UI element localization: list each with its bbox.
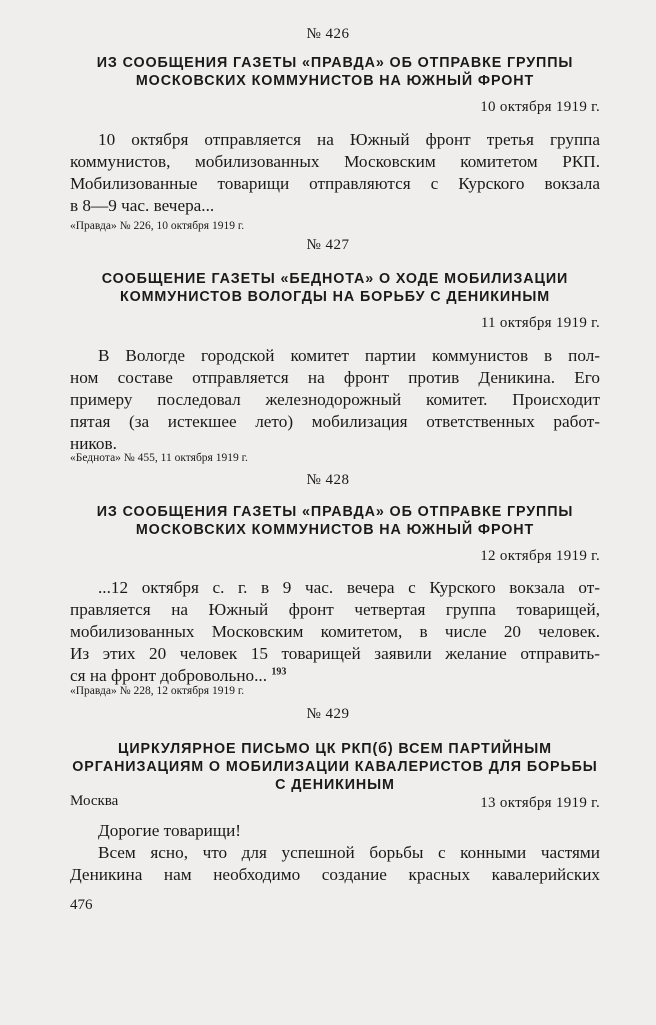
doc-427-title <box>70 270 600 306</box>
doc-426-date: 10 октября 1919 г. <box>480 99 600 115</box>
doc-428-source: «Правда» № 228, 12 октября 1919 г. <box>70 685 245 697</box>
doc-428-date: 12 октября 1919 г. <box>480 548 600 564</box>
doc-427-body-line: примеру последовал железнодорожный комитет. Происходит <box>70 390 600 409</box>
doc-428-title <box>70 503 600 539</box>
doc-427-body-line: ном составе отправляется на фронт против Деникина. Его <box>70 368 600 387</box>
doc-428-body-line: ся на фронт добровольно... <box>70 666 268 685</box>
doc-429-date: 13 октября 1919 г. <box>480 795 600 811</box>
doc-426-body-line: Мобилизованные товарищи отправляются с Курского вокзала <box>70 174 600 193</box>
doc-428-number: № 428 <box>306 472 350 488</box>
doc-428-body-line: Из этих 20 человек 15 товарищей заявили желание отправить- <box>70 644 600 663</box>
doc-427-body-line: ников. <box>70 434 117 453</box>
doc-428-body-line: правляется на Южный фронт четвертая группа товарищей, <box>70 600 600 619</box>
doc-429-number: № 429 <box>306 706 350 722</box>
footnote-ref: 193 <box>271 666 287 678</box>
doc-427-title-line: КОММУНИСТОВ ВОЛОГДЫ НА БОРЬБУ С ДЕНИКИНЫМ <box>119 289 551 305</box>
doc-426-source: «Правда» № 226, 10 октября 1919 г. <box>70 220 245 232</box>
doc-428-body-line: ...12 октября с. г. в 9 час. вечера с Курского вокзала от- <box>98 578 600 597</box>
doc-427-title-line: СООБЩЕНИЕ ГАЗЕТЫ «БЕДНОТА» О ХОДЕ МОБИЛИЗАЦИИ <box>101 271 569 287</box>
doc-426-body-line: в 8—9 час. вечера... <box>70 196 215 215</box>
doc-429-title-line: ЦИРКУЛЯРНОЕ ПИСЬМО ЦК РКП(б) ВСЕМ ПАРТИЙНЫМ <box>118 741 552 757</box>
doc-428-title-line: МОСКОВСКИХ КОММУНИСТОВ НА ЮЖНЫЙ ФРОНТ <box>135 522 535 538</box>
doc-426-title <box>70 54 600 90</box>
doc-429-body-line: Всем ясно, что для успешной борьбы с конными частями <box>98 843 600 862</box>
doc-428-title-line: ИЗ СООБЩЕНИЯ ГАЗЕТЫ «ПРАВДА» ОБ ОТПРАВКЕ ГРУППЫ <box>96 504 574 520</box>
doc-429-place: Москва <box>70 793 119 809</box>
doc-429-title-line: С ДЕНИКИНЫМ <box>275 777 395 793</box>
doc-429-title-line: ОРГАНИЗАЦИЯМ О МОБИЛИЗАЦИИ КАВАЛЕРИСТОВ ДЛЯ БОРЬБЫ <box>72 759 598 775</box>
doc-427-number: № 427 <box>306 237 350 253</box>
doc-426-title-line: ИЗ СООБЩЕНИЯ ГАЗЕТЫ «ПРАВДА» ОБ ОТПРАВКЕ ГРУППЫ <box>96 55 574 71</box>
doc-427-date: 11 октября 1919 г. <box>480 315 600 331</box>
doc-427-body-line: В Вологде городской комитет партии коммунистов в пол- <box>98 346 600 365</box>
doc-427-body-line: пятая (за истекшее лето) мобилизация ответственных работ- <box>70 412 600 431</box>
page-number: 476 <box>70 897 93 913</box>
doc-429-body-line: Деникина нам необходимо создание красных кавалерийских <box>70 865 600 884</box>
doc-426-number: № 426 <box>306 26 350 42</box>
doc-426-title-line: МОСКОВСКИХ КОММУНИСТОВ НА ЮЖНЫЙ ФРОНТ <box>135 73 535 89</box>
doc-426-body-line: 10 октября отправляется на Южный фронт третья группа <box>98 130 600 149</box>
doc-429-title <box>70 740 600 794</box>
doc-428-last-line <box>70 666 600 686</box>
doc-428-body-line: мобилизованных Московским комитетом, в числе 20 человек. <box>70 622 600 641</box>
doc-426-body-line: коммунистов, мобилизованных Московским комитетом РКП. <box>70 152 600 171</box>
doc-427-source: «Беднота» № 455, 11 октября 1919 г. <box>70 452 248 464</box>
doc-429-body-line: Дорогие товарищи! <box>98 821 242 840</box>
